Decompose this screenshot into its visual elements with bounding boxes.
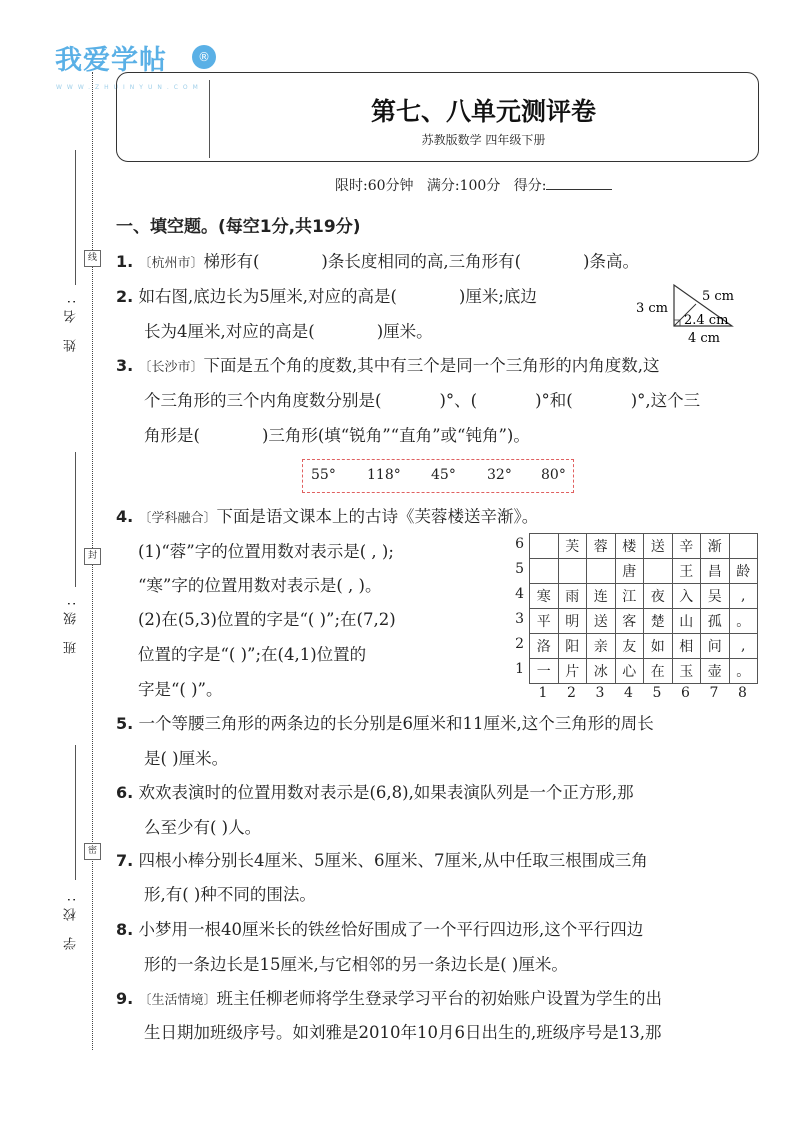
q2-text-a: 如右图,底边长为5厘米,对应的高是( — [138, 287, 397, 306]
poem-grid-cell: 孤 — [701, 609, 730, 634]
poem-grid-cell: 相 — [672, 634, 701, 659]
grid-col-label: 4 — [624, 685, 633, 701]
angle-value: 32° — [487, 467, 512, 483]
name-underline — [75, 150, 76, 285]
poem-grid-row — [530, 659, 758, 684]
grid-row-label: 2 — [515, 636, 524, 652]
poem-grid-row — [530, 584, 758, 609]
poem-grid-cell: 送 — [587, 609, 616, 634]
question-2-line-2 — [144, 320, 433, 344]
seal-xian: 线 — [84, 250, 101, 267]
poem-grid-cell: 入 — [672, 584, 701, 609]
poem-grid-cell: 亲 — [587, 634, 616, 659]
school-label: 学 校: — [64, 891, 79, 950]
poem-grid-cell — [587, 559, 616, 584]
right-triangle-figure — [632, 280, 762, 348]
q5-text-1: 一个等腰三角形的两条边的长分别是6厘米和11厘米,这个三角形的周长 — [138, 714, 654, 733]
angle-value: 55° — [311, 467, 336, 483]
poem-grid-row — [530, 534, 758, 559]
grid-col-label: 3 — [595, 685, 605, 701]
poem-grid-cell: 江 — [615, 584, 644, 609]
q9-tag: 〔生活情境〕 — [138, 993, 217, 1008]
q3-number: 3. — [116, 356, 134, 375]
poem-grid-cell: 一 — [530, 659, 559, 684]
angle-values-box — [302, 459, 574, 493]
brand-badge-icon: ® — [192, 45, 216, 69]
q3-text-2a: 个三角形的三个内角度数分别是( — [144, 391, 382, 410]
grid-row-label: 6 — [515, 536, 524, 552]
q1-number: 1. — [116, 252, 134, 271]
poem-grid-cell: 洛 — [530, 634, 559, 659]
q2-text-d: )厘米。 — [376, 322, 433, 341]
question-8-line-2: 形的一条边长是15厘米,与它相邻的另一条边长是( )厘米。 — [144, 955, 568, 974]
poem-grid — [529, 533, 758, 684]
q4-line-4: 位置的字是“( )”;在(4,1)位置的 — [138, 645, 367, 664]
poem-grid-cell: 吴 — [701, 584, 730, 609]
poem-grid-row — [530, 634, 758, 659]
q8-number: 8. — [116, 920, 134, 939]
poem-grid-cell: 辛 — [672, 534, 701, 559]
question-8-line-1 — [116, 918, 643, 942]
poem-grid-row — [530, 609, 758, 634]
class-label: 班 级: — [64, 595, 79, 654]
angle-value: 80° — [541, 467, 566, 483]
seal-feng: 封 — [84, 548, 101, 565]
q7-number: 7. — [116, 851, 134, 870]
full-score: 满分:100分 — [426, 178, 501, 194]
poem-grid-cell — [729, 534, 758, 559]
grid-col-label: 8 — [738, 685, 747, 701]
poem-grid-cell: 王 — [672, 559, 701, 584]
poem-grid-cell: 问 — [701, 634, 730, 659]
fig-label-hyp: 5 cm — [702, 289, 735, 304]
question-3-line-1 — [116, 354, 659, 380]
page-title: 第七、八单元测评卷 — [370, 97, 596, 126]
poem-grid-cell: 楚 — [644, 609, 673, 634]
poem-grid-cell: 友 — [615, 634, 644, 659]
grid-row-label: 1 — [515, 661, 524, 677]
poem-grid-cell: 心 — [615, 659, 644, 684]
q3-tag: 〔长沙市〕 — [138, 360, 204, 375]
grid-row-label: 3 — [515, 611, 524, 627]
q9-text-1: 班主任柳老师将学生登录学习平台的初始账户设置为学生的出 — [216, 989, 662, 1008]
section-heading: 一、填空题。(每空1分,共19分) — [116, 217, 361, 237]
name-label: 姓 名: — [64, 293, 79, 352]
fig-label-left: 3 cm — [636, 301, 669, 316]
fig-label-base: 4 cm — [688, 331, 721, 346]
question-3-line-3 — [144, 424, 530, 448]
poem-grid-cell: 。 — [729, 659, 758, 684]
q9-number: 9. — [116, 989, 134, 1008]
grid-col-label: 7 — [709, 685, 719, 701]
grid-col-label: 1 — [538, 685, 548, 701]
fig-label-height: 2.4 cm — [684, 313, 729, 328]
poem-grid-cell: 芙 — [558, 534, 587, 559]
poem-grid-cell: 昌 — [701, 559, 730, 584]
q8-text-1: 小梦用一根40厘米长的铁丝恰好围成了一个平行四边形,这个平行四边 — [138, 920, 644, 939]
question-7-line-1 — [116, 849, 648, 873]
page-subtitle: 苏教版数学 四年级下册 — [421, 133, 546, 147]
poem-grid-cell: 夜 — [644, 584, 673, 609]
poem-grid-row — [530, 559, 758, 584]
poem-grid-cell: 雨 — [558, 584, 587, 609]
poem-grid-cell: 平 — [530, 609, 559, 634]
seal-mi: 密 — [84, 843, 101, 860]
poem-grid-cell: 冰 — [587, 659, 616, 684]
q3-text-2b: )°、( — [439, 391, 478, 410]
q3-text-1: 下面是五个角的度数,其中有三个是同一个三角形的内角度数,这 — [203, 356, 660, 375]
class-underline — [75, 452, 76, 587]
poem-grid-cell: 唐 — [615, 559, 644, 584]
question-9-line-1 — [116, 987, 662, 1013]
q3-text-2d: )°,这个三 — [630, 391, 701, 410]
question-1 — [116, 250, 639, 276]
question-3-line-2 — [144, 389, 700, 413]
q2-number: 2. — [116, 287, 134, 306]
q4-line-1: (1)“蓉”字的位置用数对表示是( , ); — [138, 542, 394, 561]
question-7-line-2: 形,有( )种不同的围法。 — [144, 885, 316, 904]
poem-grid-cell: 寒 — [530, 584, 559, 609]
q4-intro: 下面是语文课本上的古诗《芙蓉楼送辛渐》。 — [216, 507, 539, 526]
question-4-line-0 — [116, 505, 538, 531]
q7-text-1: 四根小棒分别长4厘米、5厘米、6厘米、7厘米,从中任取三根围成三角 — [138, 851, 648, 870]
poem-grid-cell: 壶 — [701, 659, 730, 684]
q1-text-a: 梯形有( — [203, 252, 260, 271]
q1-tag: 〔杭州市〕 — [138, 256, 204, 271]
poem-grid-cell: 连 — [587, 584, 616, 609]
grid-row-label: 5 — [515, 561, 524, 577]
question-6-line-2: 么至少有( )人。 — [144, 818, 262, 837]
poem-grid-cell — [558, 559, 587, 584]
time-limit: 限时:60分钟 — [335, 178, 414, 194]
q6-text-1: 欢欢表演时的位置用数对表示是(6,8),如果表演队列是一个正方形,那 — [138, 783, 634, 802]
poem-grid-cell: 龄 — [729, 559, 758, 584]
question-5-line-2: 是( )厘米。 — [144, 749, 229, 768]
grid-col-label: 5 — [652, 685, 662, 701]
grid-row-label: 4 — [515, 586, 524, 602]
poem-grid-cell: 阳 — [558, 634, 587, 659]
q4-line-5: 字是“( )”。 — [138, 680, 223, 699]
grid-col-label: 2 — [567, 685, 576, 701]
q4-tag: 〔学科融合〕 — [138, 511, 217, 526]
school-underline — [75, 745, 76, 880]
q2-text-c: 长为4厘米,对应的高是( — [144, 322, 315, 341]
poem-grid-cell — [530, 559, 559, 584]
poem-grid-cell: 片 — [558, 659, 587, 684]
poem-grid-cell: 明 — [558, 609, 587, 634]
q4-line-3: (2)在(5,3)位置的字是“( )”;在(7,2) — [138, 610, 396, 629]
poem-grid-cell: 渐 — [701, 534, 730, 559]
poem-grid-cell: , — [729, 584, 758, 609]
poem-grid-cell: 蓉 — [587, 534, 616, 559]
question-6-line-1 — [116, 781, 634, 805]
q3-text-2c: )°和( — [535, 391, 573, 410]
q4-number: 4. — [116, 507, 134, 526]
poem-grid-cell: 楼 — [615, 534, 644, 559]
poem-grid-cell: 如 — [644, 634, 673, 659]
poem-grid-cell: , — [729, 634, 758, 659]
q2-text-b: )厘米;底边 — [458, 287, 537, 306]
poem-grid-cell: 山 — [672, 609, 701, 634]
brand-logo: 我爱学帖 — [55, 45, 167, 76]
poem-grid-cell — [530, 534, 559, 559]
grid-col-label: 6 — [681, 685, 690, 701]
poem-grid-cell: 送 — [644, 534, 673, 559]
poem-grid-cell: 玉 — [672, 659, 701, 684]
q1-text-c: )条高。 — [583, 252, 639, 271]
poem-grid-cell: 在 — [644, 659, 673, 684]
score-blank[interactable] — [546, 177, 612, 190]
q5-number: 5. — [116, 714, 134, 733]
q3-text-3a: 角形是( — [144, 426, 200, 445]
question-5-line-1 — [116, 712, 654, 736]
q1-text-b: )条长度相同的高,三角形有( — [321, 252, 522, 271]
q3-text-3b: )三角形(填“锐角”“直角”或“钝角”)。 — [261, 426, 530, 445]
q6-number: 6. — [116, 783, 134, 802]
angle-value: 118° — [367, 467, 401, 483]
exam-meta — [335, 175, 612, 195]
poem-grid-cell: 。 — [729, 609, 758, 634]
question-9-line-2: 生日期加班级序号。如刘雅是2010年10月6日出生的,班级序号是13,那 — [144, 1023, 662, 1042]
brand-url: WWW.ZHUINYUN.COM — [56, 84, 203, 91]
q4-line-2: “寒”字的位置用数对表示是( , )。 — [138, 576, 382, 595]
question-2-line-1 — [116, 285, 537, 309]
score-label: 得分: — [513, 178, 547, 194]
angle-value: 45° — [431, 467, 456, 483]
poem-grid-cell — [644, 559, 673, 584]
poem-grid-cell: 客 — [615, 609, 644, 634]
